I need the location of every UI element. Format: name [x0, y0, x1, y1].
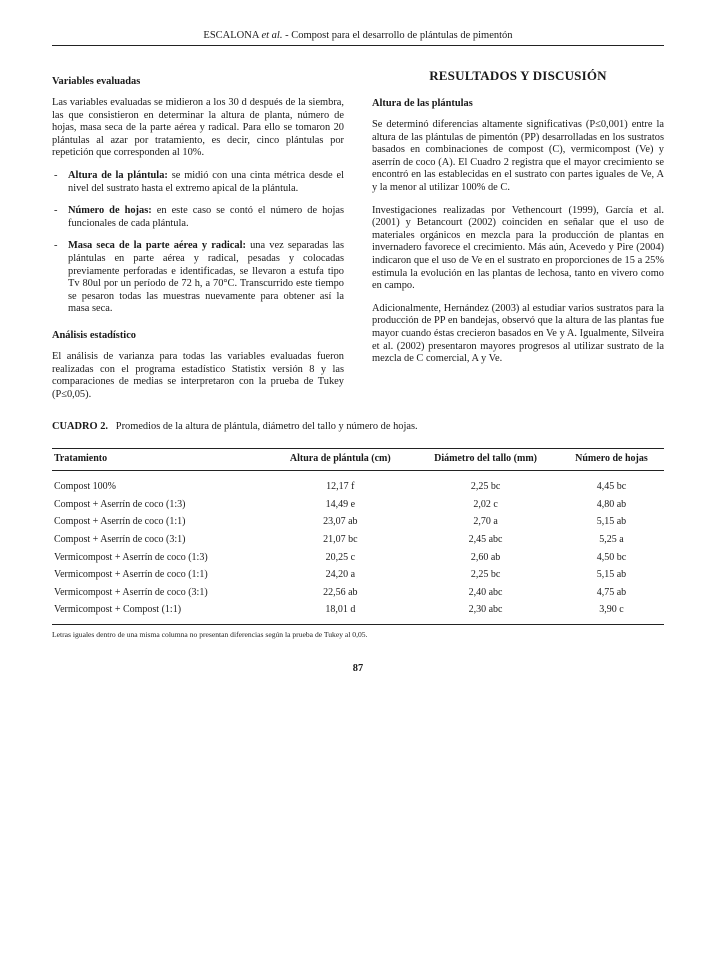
cell-leaves: 5,25 a	[599, 534, 624, 546]
header-leaves: Número de hojas	[559, 449, 664, 471]
header-height: Altura de plántula (cm)	[268, 449, 412, 471]
paragraph-variables: Las variables evaluadas se midieron a los 30 d después de la siembra, las que consistieron en determinar la altura de planta, número de hojas, masa seca de la parte aérea y radical. Para ello se tomaron 20 plántulas al azar por tratamiento, es decir, cinco plántulas por repetición que corresponden al 10%.	[52, 97, 344, 159]
cell-leaves: 5,15 ab	[596, 569, 627, 581]
cell-height: 23,07 ab	[323, 516, 358, 528]
cell-height: 20,25 c	[325, 551, 356, 563]
cell-height: 18,01 d	[268, 601, 412, 624]
list-item-term: Masa seca de la parte aérea y radical:	[68, 240, 246, 252]
cell-treatment: Vermicompost + Compost (1:1)	[52, 601, 268, 624]
cell-diameter: 2,25 bc	[470, 481, 501, 493]
list-item-text: se midió con una cinta métrica desde el nivel del sustrato hasta el extremo apical de la plántula.	[68, 169, 344, 194]
cell-diameter: 2,02 c	[473, 498, 498, 510]
cell-diameter: 2,25 bc	[470, 569, 501, 581]
left-column	[52, 64, 344, 411]
cell-diameter: 2,60 ab	[470, 551, 501, 563]
paragraph-results-1: Se determinó diferencias altamente significativas (P≤0,001) entre la altura de las plántulas de pimentón (PP) desarrolladas en los sustratos basados en combinaciones de compost (C), vermicompost (Ve) y aserrín de coco (A). El Cuadro 2 registra que el mayor crecimiento se encontró en las establecidas en el sustrato con partes iguales de Ve, A y la menor al utilizar 100% de C.	[372, 119, 664, 193]
list-item-term: Número de hojas:	[68, 205, 152, 217]
table-row	[52, 549, 664, 567]
paragraph-results-3: Adicionalmente, Hernández (2003) al estudiar varios sustratos para la producción de PP en bandejas, observó que la altura de las plantas fue mayor cuando éstas crecieron basados en Ve y A. Igualmente, Silveira et al. (2002) presentaron mayores progresos al utilizar sustrato de la mezcla de C comercial, A y Ve.	[372, 302, 664, 365]
header-diameter: Diámetro del tallo (mm)	[412, 449, 559, 471]
two-column-body	[52, 64, 664, 411]
right-column	[372, 64, 664, 411]
cell-height: 14,49 e	[325, 498, 356, 510]
table-row	[52, 471, 664, 496]
header-author: ESCALONA	[203, 30, 259, 41]
cell-leaves: 3,90 c	[559, 601, 664, 624]
table-caption	[52, 421, 664, 432]
cell-leaves: 5,15 ab	[596, 516, 627, 528]
table-row	[52, 531, 664, 549]
cell-treatment: Vermicompost + Aserrín de coco (3:1)	[54, 586, 208, 598]
cell-leaves: 4,45 bc	[596, 481, 627, 493]
page	[52, 30, 664, 674]
cell-height: 22,56 ab	[323, 586, 358, 598]
header-etal: et al.	[261, 30, 283, 41]
list-item-text: una vez separadas las plántulas en parte aérea y radical, pesadas y colocadas previamente perforadas e identificadas, se llevaron a estufa tipo Tv 80ul por un período de 72 h, a 70°C. Transcurrido este tiempo se pesaron todas las muestras nuevamente para obtener así la masa seca.	[68, 240, 344, 315]
cell-leaves: 4,50 bc	[596, 551, 627, 563]
cell-treatment: Compost + Aserrín de coco (1:1)	[54, 516, 186, 528]
cell-leaves: 4,75 ab	[596, 586, 627, 598]
cell-height: 12,17 f	[326, 481, 355, 493]
cell-height: 21,07 bc	[323, 534, 358, 546]
running-header	[52, 30, 664, 46]
cell-treatment: Compost + Aserrín de coco (3:1)	[54, 534, 186, 546]
dash-marker: -	[54, 240, 58, 252]
cell-treatment: Compost 100%	[54, 481, 116, 493]
cell-height: 24,20 a	[325, 569, 356, 581]
table-caption-label: CUADRO 2.	[52, 421, 108, 433]
page-number: 87	[352, 663, 364, 675]
header-title: - Compost para el desarrollo de plántulas de pimentón	[282, 30, 513, 41]
dash-marker: -	[54, 169, 58, 181]
list-item	[52, 240, 344, 316]
variables-list	[52, 170, 344, 316]
paragraph-analysis: El análisis de varianza para todas las variables evaluadas fueron realizadas con el programa estadístico Statistix versión 8 y las comparaciones de medias se interpretaron con la prueba de Tukey (P≤0,05).	[52, 350, 344, 400]
cell-leaves: 4,80 ab	[596, 498, 627, 510]
cell-diameter: 2,40 abc	[468, 586, 503, 598]
cell-diameter: 2,30 abc	[412, 601, 559, 624]
list-item-text: en este caso se contó el número de hojas funcionales de cada plántula.	[68, 205, 345, 229]
section-title: RESULTADOS Y DISCUSIÓN	[429, 68, 607, 83]
paragraph-results-2: Investigaciones realizadas por Vethencourt (1999), García et al. (2001) y Betancourt (2002) coinciden en señalar que el uso de materiales orgánicos en mezcla para la producción de plantas en invernadero favorece el crecimiento. Más aún, Acevedo y Pire (2004) indicaron que el uso de Ve en el sustrato en proporciones de 15 a 25% estimula la evolución en las plantas de lechosa, tanto en vivero como en campo.	[372, 204, 664, 292]
table-caption-text: Promedios de la altura de plántula, diámetro del tallo y número de hojas.	[115, 421, 418, 433]
cell-treatment: Compost + Aserrín de coco (1:3)	[54, 498, 186, 510]
heading-analysis: Análisis estadístico	[52, 329, 136, 341]
results-table	[52, 448, 664, 625]
table-row	[52, 513, 664, 531]
heading-variables: Variables evaluadas	[52, 76, 141, 87]
cell-diameter: 2,45 abc	[468, 534, 503, 546]
cell-treatment: Vermicompost + Aserrín de coco (1:1)	[54, 569, 208, 581]
dash-marker: -	[54, 205, 58, 217]
cell-treatment: Vermicompost + Aserrín de coco (1:3)	[54, 551, 208, 563]
cell-diameter: 2,70 a	[473, 516, 498, 528]
subheading-height: Altura de las plántulas	[372, 98, 473, 109]
table-header-row	[52, 449, 664, 471]
table-footnote: Letras iguales dentro de una misma columna no presentan diferencias según la prueba de Tukey al 0,05.	[52, 630, 368, 640]
list-item	[52, 170, 344, 195]
list-item-term: Altura de la plántula:	[68, 169, 168, 181]
table-row	[52, 601, 664, 624]
table-row	[52, 496, 664, 514]
table-row	[52, 566, 664, 584]
list-item	[52, 205, 344, 230]
header-treatment: Tratamiento	[52, 449, 268, 471]
table-row	[52, 584, 664, 602]
